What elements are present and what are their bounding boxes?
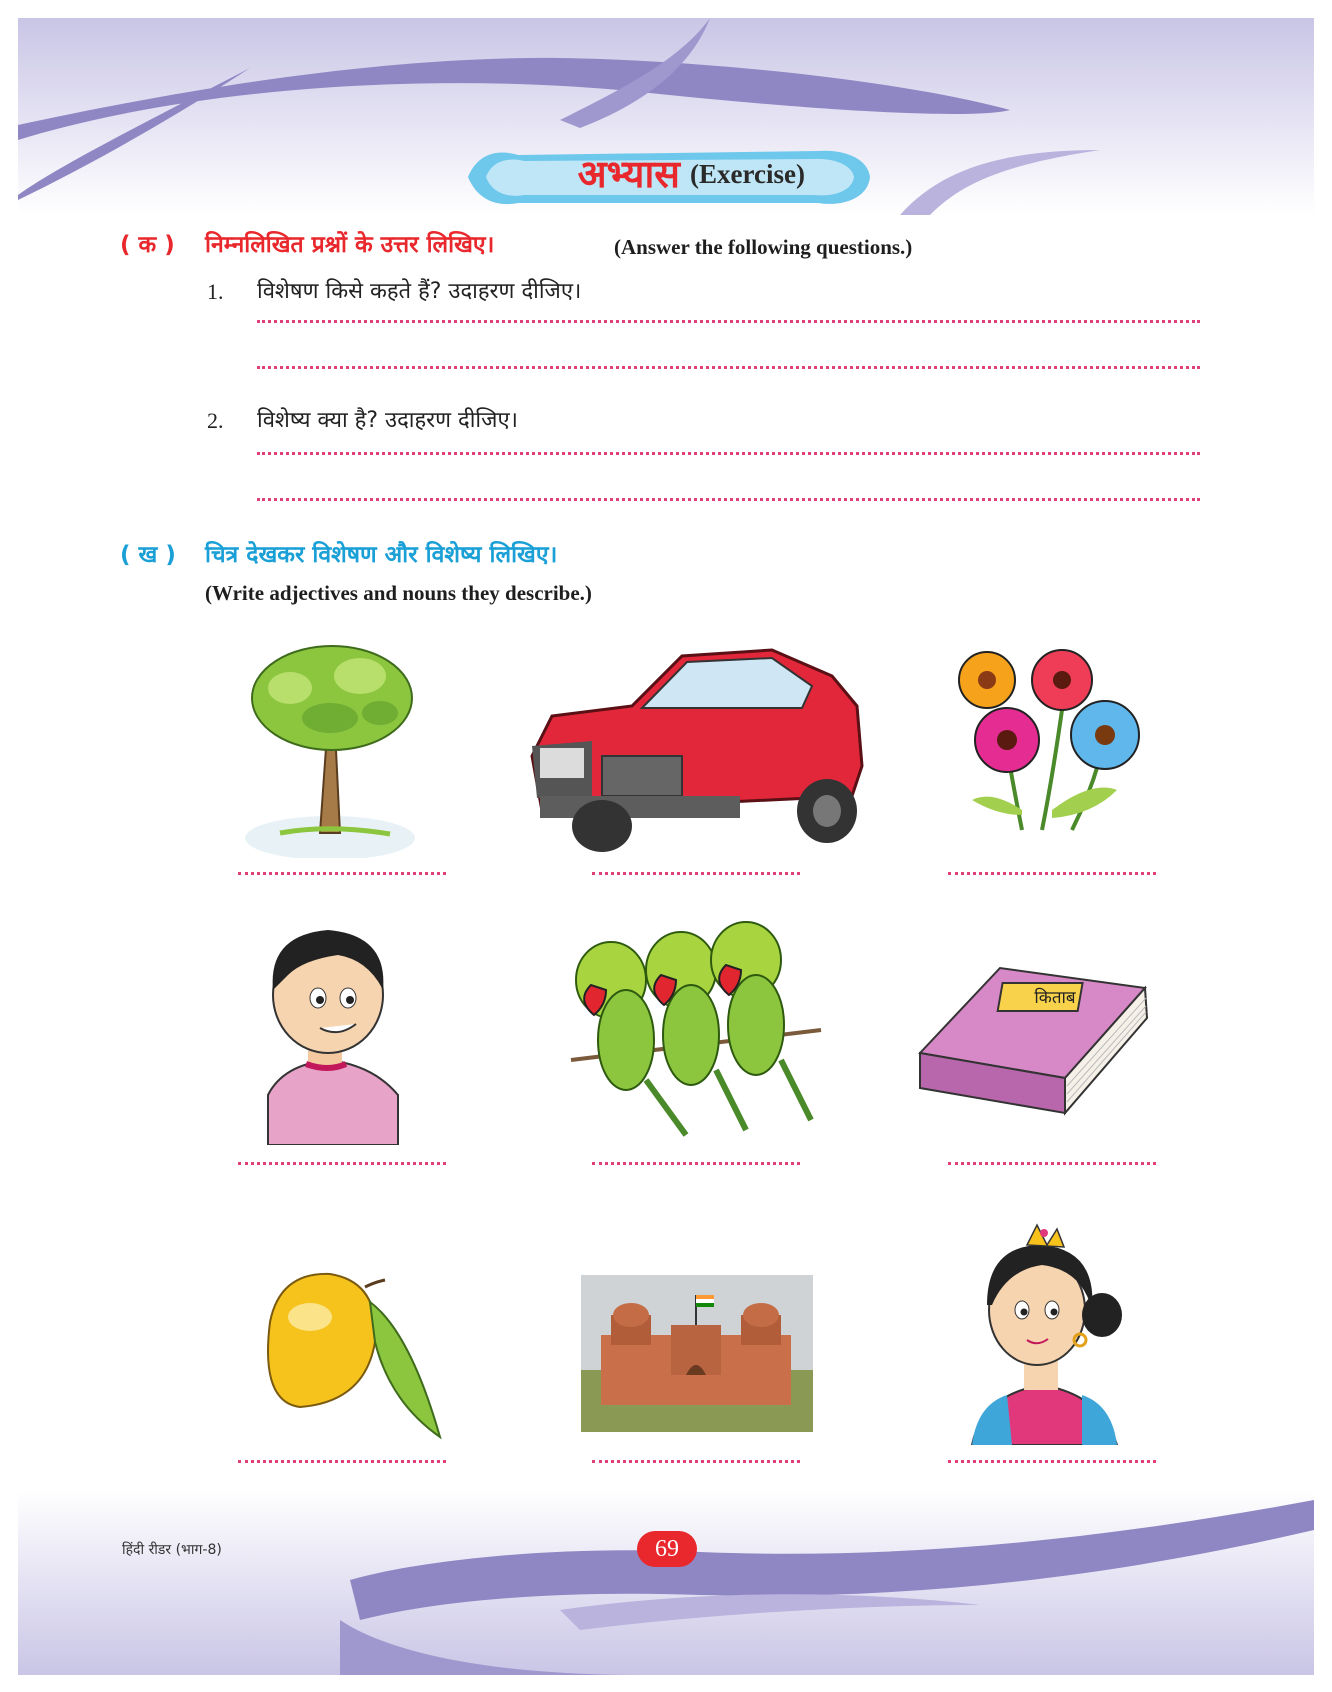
question-1-text: विशेषण किसे कहते हैं? उदाहरण दीजिए।	[257, 279, 582, 304]
answer-line-1b[interactable]	[257, 366, 1200, 369]
answer-line-2b[interactable]	[257, 498, 1200, 501]
picture-answer-line[interactable]	[592, 1460, 800, 1463]
answer-line-1a[interactable]	[257, 320, 1200, 323]
page-number: 69	[637, 1531, 697, 1567]
page-title-hindi: अभ्यास	[577, 152, 680, 196]
question-2-text: विशेष्य क्या है? उदाहरण दीजिए।	[257, 408, 518, 433]
red-car-icon	[512, 636, 882, 856]
picture-answer-line[interactable]	[238, 872, 446, 875]
picture-answer-line[interactable]	[948, 1460, 1156, 1463]
section-b-instruction-english: (Write adjectives and nouns they describe.)	[205, 581, 592, 605]
picture-answer-line[interactable]	[238, 1460, 446, 1463]
book-icon	[915, 958, 1155, 1118]
picture-answer-line[interactable]	[948, 872, 1156, 875]
question-1-number: 1.	[207, 279, 224, 304]
question-2-number: 2.	[207, 408, 224, 433]
page-title-english: (Exercise)	[690, 159, 805, 189]
section-a-marker: ( क )	[120, 232, 175, 258]
picture-answer-line[interactable]	[592, 872, 800, 875]
book-cover-label: किताब	[1034, 988, 1076, 1008]
queen-icon	[952, 1205, 1132, 1445]
bottom-decorative-band	[0, 1490, 1332, 1692]
section-a-instruction-hindi: निम्नलिखित प्रश्नों के उत्तर लिखिए।	[205, 232, 495, 258]
picture-answer-line[interactable]	[948, 1162, 1156, 1165]
footer-book-title: हिंदी रीडर (भाग-8)	[122, 1542, 222, 1558]
answer-line-2a[interactable]	[257, 452, 1200, 455]
picture-answer-line[interactable]	[592, 1162, 800, 1165]
mango-icon	[250, 1262, 450, 1442]
boy-icon	[248, 920, 408, 1145]
red-fort-photo	[581, 1275, 813, 1432]
flowers-icon	[942, 640, 1162, 840]
section-b-instruction-hindi: चित्र देखकर विशेषण और विशेष्य लिखिए।	[205, 542, 558, 568]
section-b-marker: ( ख )	[120, 542, 176, 568]
picture-answer-line[interactable]	[238, 1162, 446, 1165]
tree-icon	[240, 628, 420, 858]
section-a-instruction-english: (Answer the following questions.)	[614, 235, 913, 259]
parrots-icon	[566, 920, 826, 1140]
